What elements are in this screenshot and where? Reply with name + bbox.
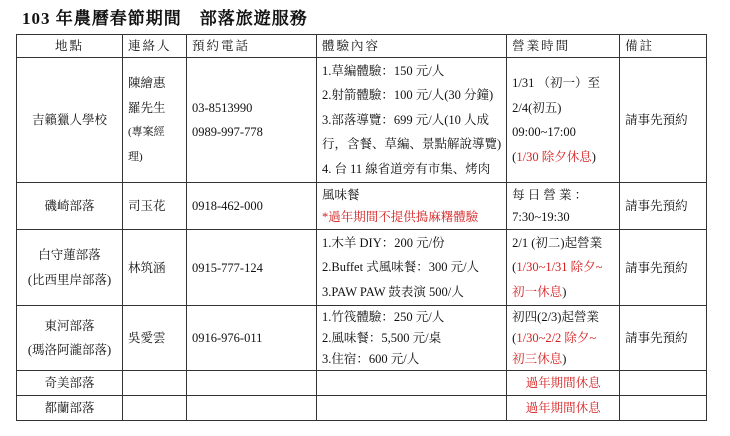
content-line: 1.草編體驗：150 元/人 — [322, 63, 445, 78]
place-cell — [17, 183, 123, 230]
content-cell — [317, 371, 507, 396]
note-cell: 請事先預約 — [620, 183, 707, 230]
phone-number: 03-8513990 — [192, 100, 253, 115]
content-warning: *過年期間不提供搗麻糬體驗 — [322, 210, 479, 224]
place-name: 白守蓮部落 — [38, 248, 101, 262]
phone-cell — [187, 396, 317, 421]
note-cell: 請事先預約 — [620, 58, 707, 183]
phone-cell — [187, 58, 317, 183]
phone-cell: 0915-777-124 — [187, 230, 317, 306]
phone-number: 0989-997-778 — [192, 125, 263, 139]
content-line: 1.竹筏體驗：250 元/人 — [322, 309, 445, 324]
closure-note: 初一休息 — [512, 284, 563, 299]
note-cell — [620, 396, 707, 421]
place-alias: (比西里岸部落) — [27, 272, 112, 287]
hours-cell: 過年期間休息 — [507, 371, 620, 396]
content-cell — [317, 58, 507, 183]
table-row — [17, 230, 707, 306]
note-cell: 請事先預約 — [620, 230, 707, 306]
content-cell — [317, 306, 507, 371]
table-header-row — [17, 35, 707, 58]
table-row — [17, 58, 707, 183]
table-row — [17, 371, 707, 396]
hours-line: 初四(2/3)起營業 — [512, 309, 599, 324]
content-line: 3.PAW PAW 鼓表演 500/人 — [322, 284, 464, 299]
place-cell — [17, 230, 123, 306]
place-name: 吉籟獵人學校 — [31, 113, 107, 127]
closure-note: 1/30~2/2 除夕~ — [516, 330, 597, 345]
content-line: 行，含餐、草編、景點解說導覽) — [322, 137, 502, 152]
note-cell — [620, 371, 707, 396]
hours-cell — [507, 183, 620, 230]
place-cell: 都蘭部落 — [17, 396, 123, 421]
hours-cell: 1/31 （初一）至 2/4(初五) 09:00~17:00 (1/30 除夕休息) — [507, 58, 620, 183]
content-line: 3.部落導覽：699 元/人(10 人成 — [322, 112, 490, 127]
header-contact: 連絡人 — [123, 35, 187, 58]
place-name: 磯崎部落 — [44, 199, 95, 213]
content-line: 1.木羊 DIY：200 元/份 — [322, 235, 445, 250]
contact-cell — [123, 58, 187, 183]
header-place: 地點 — [17, 35, 123, 58]
closure-note: 1/30~1/31 除夕~ — [516, 260, 603, 275]
place-cell — [17, 306, 123, 371]
hours-line: 每 日 營 業 ： — [512, 188, 588, 202]
content-line: 4. 台 11 線省道旁有市集、烤肉 — [322, 161, 491, 176]
contact-cell: 司玉花 — [123, 183, 187, 230]
phone-cell — [187, 371, 317, 396]
header-hours: 營業時間 — [507, 35, 620, 58]
tribal-tourism-table — [16, 34, 707, 421]
contact-cell — [123, 371, 187, 396]
hours-cell: 2/1 (初二)起營業 (1/30~1/31 除夕~ 初一休息) — [507, 230, 620, 306]
content-cell — [317, 230, 507, 306]
table-row — [17, 396, 707, 421]
content-line: 風味餐 — [322, 188, 360, 202]
contact-role: (專案經 — [128, 126, 165, 138]
table-row — [17, 183, 707, 230]
contact-cell — [123, 396, 187, 421]
phone-cell: 0918-462-000 — [187, 183, 317, 230]
content-line: 3.住宿：600 元/人 — [322, 351, 420, 366]
page-title: 103 年農曆春節期間 部落旅遊服務 — [22, 9, 308, 28]
phone-cell: 0916-976-011 — [187, 306, 317, 371]
place-cell — [17, 58, 123, 183]
content-cell — [317, 183, 507, 230]
hours-line: 2/4(初五) — [512, 100, 562, 115]
hours-line: 09:00~17:00 — [512, 125, 576, 139]
place-cell: 奇美部落 — [17, 371, 123, 396]
place-alias: (瑪洛阿瀧部落) — [27, 343, 112, 357]
note-cell: 請事先預約 — [620, 306, 707, 371]
contact-cell: 林筑涵 — [123, 230, 187, 306]
header-content: 體驗內容 — [317, 35, 507, 58]
contact-name: 羅先生 — [128, 100, 166, 115]
hours-line: 1/31 （初一）至 — [512, 76, 601, 90]
hours-line: 2/1 (初二)起營業 — [512, 235, 603, 250]
content-line: 2.風味餐：5,500 元/桌 — [322, 330, 442, 345]
hours-line: 7:30~19:30 — [512, 210, 570, 224]
place-name: 東河部落 — [44, 318, 95, 333]
content-line: 2.射箭體驗：100 元/人(30 分鐘) — [322, 88, 494, 103]
content-cell — [317, 396, 507, 421]
hours-cell: 過年期間休息 — [507, 396, 620, 421]
header-phone: 預約電話 — [187, 35, 317, 58]
header-note: 備註 — [620, 35, 707, 58]
contact-cell: 吳愛雲 — [123, 306, 187, 371]
contact-name: 陳繪惠 — [128, 76, 166, 90]
closure-note: 1/30 除夕休息 — [516, 149, 592, 164]
content-line: 2.Buffet 式風味餐：300 元/人 — [322, 260, 480, 275]
table-row — [17, 306, 707, 371]
contact-role: 理) — [128, 150, 143, 163]
hours-cell: 初四(2/3)起營業 (1/30~2/2 除夕~ 初三休息) — [507, 306, 620, 371]
closure-note: 初三休息 — [512, 351, 563, 366]
